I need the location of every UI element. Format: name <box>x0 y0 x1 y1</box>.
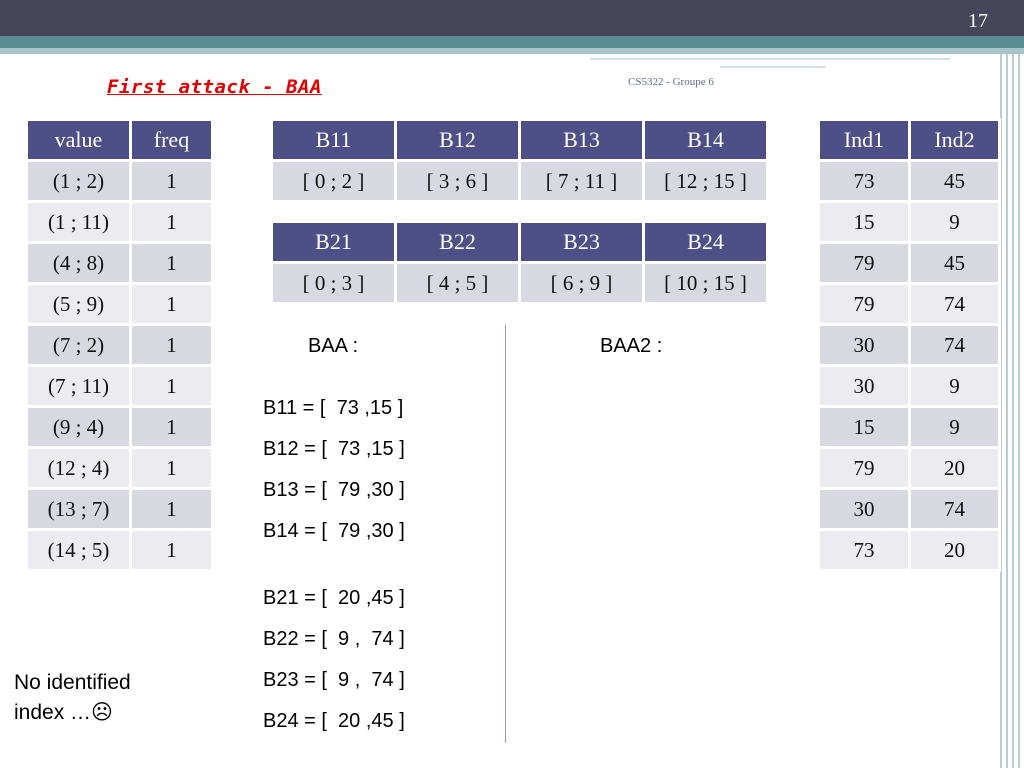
table-cell: 9 <box>911 203 998 241</box>
table-row <box>820 490 998 528</box>
table-row <box>820 285 998 323</box>
table-cell: 73 <box>820 531 908 569</box>
baa-result: B14 = [ 79 ,30 ] <box>263 520 405 542</box>
table-row <box>28 203 211 241</box>
table-row <box>820 162 998 200</box>
table-header: B13 <box>521 121 642 159</box>
table-cell: 1 <box>132 203 211 241</box>
table-cell: 30 <box>820 490 908 528</box>
footer-text: CS5322 - Groupe 6 <box>628 76 714 88</box>
table-row <box>820 449 998 487</box>
table-row <box>28 531 211 569</box>
table-cell: (7 ; 2) <box>28 326 129 364</box>
table-header: B23 <box>521 223 642 261</box>
table-cell: 9 <box>911 408 998 446</box>
table-row <box>820 326 998 364</box>
table-cell: 1 <box>132 244 211 282</box>
note-line: No identified <box>14 671 131 694</box>
table-cell: 20 <box>911 449 998 487</box>
table-cell: 1 <box>132 326 211 364</box>
slide-title: First attack - BAA <box>107 76 322 98</box>
table-cell: (9 ; 4) <box>28 408 129 446</box>
table-cell: [ 7 ; 11 ] <box>521 162 642 200</box>
table-header: Ind2 <box>911 121 998 159</box>
header-band <box>0 36 1024 48</box>
table-cell: 74 <box>911 490 998 528</box>
table-header: freq <box>132 121 211 159</box>
table-cell: (4 ; 8) <box>28 244 129 282</box>
table-row <box>28 244 211 282</box>
table-cell: 9 <box>911 367 998 405</box>
table-cell: 79 <box>820 449 908 487</box>
table-cell: 30 <box>820 326 908 364</box>
baa2-label: BAA2 : <box>600 335 663 357</box>
table-row <box>273 162 766 200</box>
table-row <box>28 285 211 323</box>
b2-bucket-table <box>270 220 769 305</box>
table-row <box>820 408 998 446</box>
top-bar <box>0 0 1024 36</box>
table-header: B14 <box>645 121 766 159</box>
table-cell: [ 0 ; 2 ] <box>273 162 394 200</box>
table-row <box>820 203 998 241</box>
table-cell: 15 <box>820 203 908 241</box>
decor-stripes <box>1000 54 1024 768</box>
table-row <box>28 326 211 364</box>
table-header: B24 <box>645 223 766 261</box>
table-header: B12 <box>397 121 518 159</box>
baa-result: B13 = [ 79 ,30 ] <box>263 479 405 501</box>
table-cell: 79 <box>820 244 908 282</box>
table-cell: (5 ; 9) <box>28 285 129 323</box>
header-band-light <box>0 48 1024 54</box>
table-header: value <box>28 121 129 159</box>
baa-result: B21 = [ 20 ,45 ] <box>263 587 405 609</box>
table-cell: (7 ; 11) <box>28 367 129 405</box>
table-cell: 79 <box>820 285 908 323</box>
value-freq-table <box>25 118 214 572</box>
table-cell: 1 <box>132 408 211 446</box>
table-cell: [ 10 ; 15 ] <box>645 264 766 302</box>
table-cell: (1 ; 2) <box>28 162 129 200</box>
slide-number: 17 <box>968 10 988 32</box>
note-line: index …☹ <box>14 701 113 724</box>
table-cell: 1 <box>132 285 211 323</box>
table-cell: 1 <box>132 531 211 569</box>
table-header: B11 <box>273 121 394 159</box>
conclusion-note <box>14 668 214 728</box>
table-cell: 30 <box>820 367 908 405</box>
baa-result: B12 = [ 73 ,15 ] <box>263 438 405 460</box>
table-cell: 73 <box>820 162 908 200</box>
table-row <box>28 449 211 487</box>
baa-result: B22 = [ 9 , 74 ] <box>263 628 405 650</box>
table-cell: [ 4 ; 5 ] <box>397 264 518 302</box>
table-cell: [ 12 ; 15 ] <box>645 162 766 200</box>
baa-result: B11 = [ 73 ,15 ] <box>263 397 404 419</box>
table-cell: 45 <box>911 244 998 282</box>
table-cell: (13 ; 7) <box>28 490 129 528</box>
table-cell: (14 ; 5) <box>28 531 129 569</box>
table-cell: 1 <box>132 449 211 487</box>
baa-label: BAA : <box>308 335 359 357</box>
table-row <box>273 264 766 302</box>
table-cell: 74 <box>911 285 998 323</box>
table-row <box>820 244 998 282</box>
table-header: Ind1 <box>820 121 908 159</box>
table-cell: 20 <box>911 531 998 569</box>
table-cell: 15 <box>820 408 908 446</box>
index-table <box>817 118 1001 572</box>
table-row <box>28 490 211 528</box>
table-cell: [ 3 ; 6 ] <box>397 162 518 200</box>
table-cell: 1 <box>132 367 211 405</box>
table-cell: (1 ; 11) <box>28 203 129 241</box>
table-row <box>28 162 211 200</box>
table-row <box>820 367 998 405</box>
table-header: B22 <box>397 223 518 261</box>
baa-result: B23 = [ 9 , 74 ] <box>263 669 405 691</box>
table-row <box>820 531 998 569</box>
table-row <box>28 367 211 405</box>
table-row <box>28 408 211 446</box>
table-cell: 1 <box>132 162 211 200</box>
table-cell: 45 <box>911 162 998 200</box>
table-cell: [ 6 ; 9 ] <box>521 264 642 302</box>
baa-result: B24 = [ 20 ,45 ] <box>263 710 405 732</box>
decor-line <box>590 58 950 60</box>
table-cell: [ 0 ; 3 ] <box>273 264 394 302</box>
table-header: B21 <box>273 223 394 261</box>
b1-bucket-table <box>270 118 769 203</box>
table-cell: 1 <box>132 490 211 528</box>
column-divider <box>505 325 506 743</box>
table-cell: (12 ; 4) <box>28 449 129 487</box>
decor-line <box>720 66 826 68</box>
table-cell: 74 <box>911 326 998 364</box>
